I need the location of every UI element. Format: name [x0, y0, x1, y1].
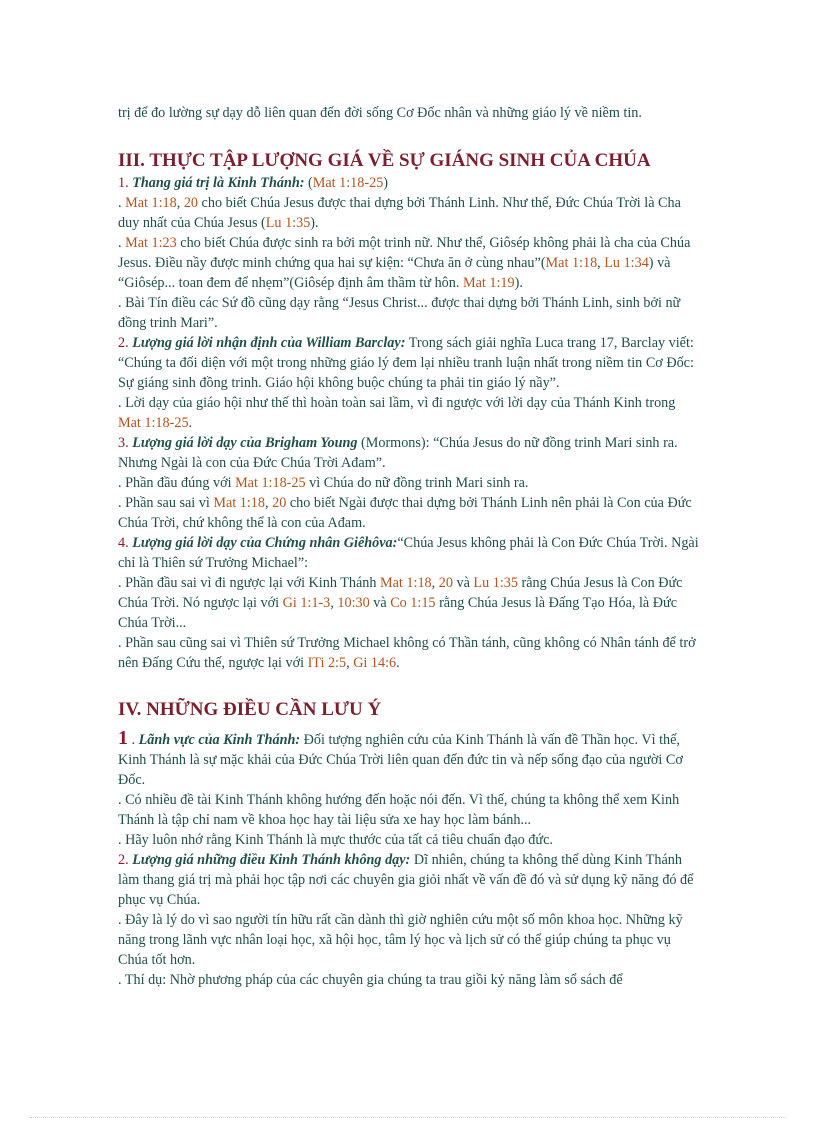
scripture-ref[interactable]: Mat 1:18 [380, 575, 432, 591]
scripture-ref[interactable]: Mat 1:18 [545, 255, 598, 271]
scripture-ref[interactable]: 20 [272, 495, 287, 511]
scripture-ref[interactable]: Mat 1:18-25 [312, 175, 384, 191]
paragraph: . Lời dạy của giáo hội như thế thì hoàn toàn sai lầm, vì đi ngược với lời dạy của Thánh Kinh trong Mat 1:18-25. [118, 395, 676, 431]
paragraph: . Phần sau cũng sai vì Thiên sứ Trưởng Michael không có Thần tánh, cũng không có Nhân tánh để trở nên Đấng Cứu thế, ngược lại với ITi 2:5, Gi 14:6. [118, 635, 696, 671]
document-body [118, 103, 700, 990]
paragraph [118, 473, 700, 493]
paragraph-text: . Phần đầu đúng với [118, 475, 236, 491]
scripture-ref[interactable]: Mat 1:18 [125, 195, 177, 211]
scripture-ref[interactable]: Gi 14:6 [353, 655, 397, 671]
paragraph-text: cho biết Chúa được sinh ra bởi một trinh nữ. Như thế, Giôsép không phải là cha của Chúa Jesus. Điều nầy được minh chứng qua hai sự kiện: “Chưa ăn ở cùng nhau”( [118, 235, 691, 271]
scripture-ref[interactable]: Mat 1:23 [125, 235, 177, 251]
scripture-ref[interactable]: 20 [183, 195, 198, 211]
paragraph-text: . Phần sau cũng sai vì Thiên sứ Trưởng Michael không có Thần tánh, cũng không có Nhân tánh để trở nên Đấng Cứu thế, ngược lại với [118, 635, 696, 671]
paragraph-text: . Phần sau sai vì [118, 495, 214, 511]
paragraph-text: rằng Chúa Jesus là Con Đức Chúa Trời. Nó ngược lại với [118, 575, 683, 611]
paragraph-text: Trong sách giải nghĩa Luca trang 17, Barclay viết: “Chúng ta đối diện với một trong những giáo lý đem lại nhiều tranh luận nhất trong niềm tin Cơ Đốc: Sự giáng sinh đồng trinh. Giáo hội không buộc chúng ta phải tin giáo lý nầy”. [118, 335, 694, 391]
scripture-ref[interactable]: 20 [438, 575, 453, 591]
item-3 [118, 433, 700, 473]
scripture-ref[interactable]: Co 1:15 [390, 595, 436, 611]
section-heading-iv: IV. NHỮNG ĐIỀU CẦN LƯU Ý [118, 699, 382, 720]
paragraph: . Mat 1:18, 20 cho biết Chúa Jesus được thai dựng bởi Thánh Linh. Như thế, Đức Chúa Trời là Cha duy nhất của Chúa Jesus (Lu 1:35). [118, 195, 681, 231]
item-number: 3. [118, 435, 129, 451]
item-2 [118, 850, 700, 910]
item-number: 1 [118, 727, 128, 749]
paragraph-text: “Chúa Jesus không phải là Con Đức Chúa Trời. Ngài chỉ là Thiên sứ Trưởng Michael”: [118, 535, 699, 571]
item-1-heading: 1. Thang giá trị là Kinh Thánh: (Mat 1:18-25) [118, 175, 389, 191]
item-number: 1. [118, 175, 129, 191]
paragraph-text: Đối tượng nghiên cứu của Kinh Thánh là vấn đề Thần học. Vì thế, Kinh Thánh là sự mặc khải của Đức Chúa Trời liên quan đến đức tin và nếp sống đạo của người Cơ Đốc. [118, 732, 683, 788]
item-number: 4. [118, 535, 129, 551]
paragraph-text: ) và “Giôsép... toan đem để nhẹm”(Giôsép định âm thầm từ hôn. [118, 255, 671, 291]
paragraph-text: cho biết Ngài được thai dựng bởi Thánh Linh nên phải là Con của Đức Chúa Trời, chứ không thể là con của Ađam. [118, 495, 692, 531]
scripture-ref[interactable]: Lu 1:35 [473, 575, 518, 591]
paragraph: . Hãy luôn nhớ rằng Kinh Thánh là mực thước của tất cả tiêu chuẩn đạo đức. [118, 832, 553, 848]
item-1: 1 . Lãnh vực của Kinh Thánh: Đối tượng nghiên cứu của Kinh Thánh là vấn đề Thần học. Vì thế, Kinh Thánh là sự mặc khải của Đức Chúa Trời liên quan đến đức tin và nếp sống đạo của người Cơ Đốc. [118, 727, 683, 788]
scripture-ref[interactable]: Gi 1:1-3 [282, 595, 331, 611]
paragraph-text: vì Chúa do nữ đồng trinh Mari sinh ra. [305, 475, 529, 491]
paragraph: . Mat 1:23 cho biết Chúa được sinh ra bởi một trinh nữ. Như thế, Giôsép không phải là cha của Chúa Jesus. Điều nầy được minh chứng qua hai sự kiện: “Chưa ăn ở cùng nhau”(Mat 1:18, Lu 1:34) và “Giôsép... toan đem để nhẹm”(Giôsép định âm thầm từ hôn. Mat 1:19). [118, 235, 691, 291]
paragraph-text: . Phần đầu sai vì đi ngược lại với Kinh Thánh [118, 575, 381, 591]
scripture-ref[interactable]: Mat 1:18-25 [235, 475, 306, 491]
scripture-ref[interactable]: Lu 1:34 [604, 255, 649, 271]
item-title: Lượng giá lời dạy của Brigham Young [132, 435, 358, 451]
paragraph-text: . Lời dạy của giáo hội như thế thì hoàn toàn sai lầm, vì đi ngược với lời dạy của Thánh Kinh trong [118, 395, 676, 411]
scripture-ref[interactable]: ITi 2:5 [307, 655, 347, 671]
paragraph: . Phần đầu sai vì đi ngược lại với Kinh Thánh Mat 1:18, 20 và Lu 1:35 rằng Chúa Jesus là Con Đức Chúa Trời. Nó ngược lại với Gi 1:1-3, 10:30 và Co 1:15 rằng Chúa Jesus là Đấng Tạo Hóa, là Đức Chúa Trời... [118, 575, 683, 631]
paragraph: . Bài Tín điều các Sứ đồ cũng dạy rằng “Jesus Christ... được thai dựng bởi Thánh Linh, sinh bởi nữ đồng trinh Mari”. [118, 295, 681, 331]
paragraph-text: (Mormons): “Chúa Jesus do nữ đồng trinh Mari sinh ra. Nhưng Ngài là con của Đức Chúa Trời Ađam”. [118, 435, 678, 471]
item-title: Lượng giá lời nhận định của William Barclay: [132, 335, 406, 351]
paragraph: . Phần sau sai vì Mat 1:18, 20 cho biết Ngài được thai dựng bởi Thánh Linh nên phải là Con của Đức Chúa Trời, chứ không thể là con của Ađam. [118, 495, 692, 531]
item-title: Lượng giá những điều Kinh Thánh không dạy: [132, 852, 411, 868]
item-number: 2. [118, 335, 129, 351]
page-bottom-divider [30, 1117, 786, 1118]
scripture-ref[interactable]: Lu 1:35 [265, 215, 311, 231]
paragraph-text: Dĩ nhiên, chúng ta không thể dùng Kinh Thánh làm thang giá trị mà phải học tập nơi các chuyên gia giỏi nhất về vấn đề đó và sử dụng kỹ năng đó để phục vụ Chúa. [118, 852, 694, 908]
item-title: Lãnh vực của Kinh Thánh: [138, 732, 301, 748]
paragraph: . Có nhiều đề tài Kinh Thánh không hướng đến hoặc nói đến. Vì thế, chúng ta không thể xem Kinh Thánh là tập chỉ nam về khoa học hay tài liệu sửa xe hay học làm bánh... [118, 792, 680, 828]
scripture-ref[interactable]: Mat 1:19 [462, 275, 515, 291]
paragraph: . Đây là lý do vì sao người tín hữu rất cần dành thì giờ nghiên cứu một số môn khoa học. Những kỹ năng trong lãnh vực nhân loại học, xã hội học, tâm lý học và lịch sử có thể giúp chúng ta phục vụ Chúa tốt hơn. [118, 912, 683, 968]
intro-paragraph: trị để đo lường sự dạy dỗ liên quan đến đời sống Cơ Đốc nhân và những giáo lý về niềm tin. [118, 105, 642, 121]
paragraph: . Thí dụ: Nhờ phương pháp của các chuyên gia chúng ta trau giồi kỷ năng làm sổ sách để [118, 972, 623, 988]
section-heading-iii: III. THỰC TẬP LƯỢNG GIÁ VỀ SỰ GIÁNG SINH CỦA CHÚA [118, 150, 651, 171]
item-4 [118, 533, 700, 573]
item-title: Lượng giá lời dạy của Chứng nhân Giêhôva: [132, 535, 398, 551]
item-2 [118, 333, 700, 393]
scripture-ref[interactable]: Mat 1:18-25 [118, 415, 189, 431]
item-number: 2. [118, 852, 129, 868]
scripture-ref[interactable]: 10:30 [337, 595, 370, 611]
item-title: Thang giá trị là Kinh Thánh: [132, 175, 305, 191]
scripture-ref[interactable]: Mat 1:18 [213, 495, 265, 511]
paragraph-text: rằng Chúa Jesus là Đấng Tạo Hóa, là Đức Chúa Trời... [118, 595, 677, 631]
paragraph-text: cho biết Chúa Jesus được thai dựng bởi Thánh Linh. Như thế, Đức Chúa Trời là Cha duy nhất của Chúa Jesus ( [118, 195, 681, 231]
